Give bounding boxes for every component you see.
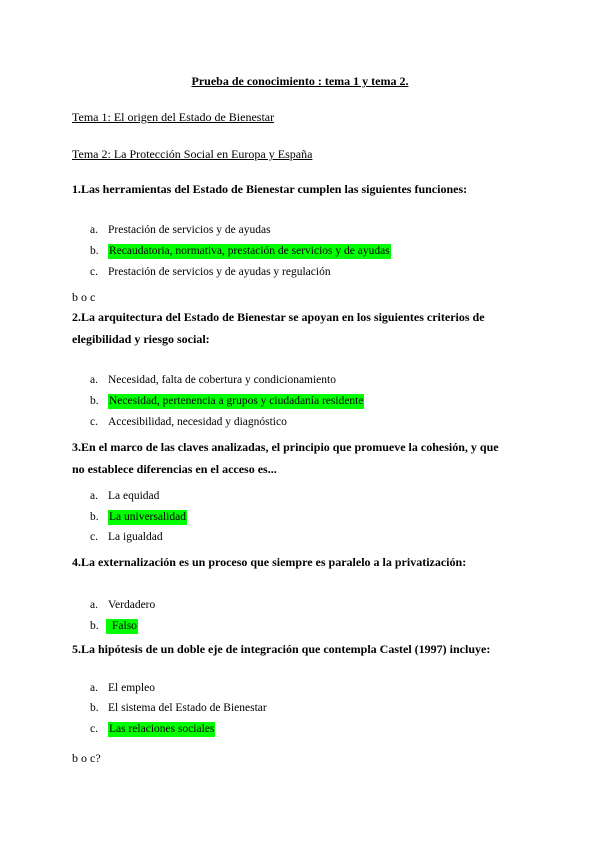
q4-option-b-marker: b. [90,620,99,632]
q3-option-c: La igualdad [108,531,163,543]
q1-option-b-marker: b. [90,245,99,257]
tema1-heading: Tema 1: El origen del Estado de Bienestar [72,110,275,124]
q5-note: b o c? [72,751,101,765]
q4-option-a: Verdadero [108,599,156,611]
q5-option-b: El sistema del Estado de Bienestar [108,702,267,714]
q1-option-a-marker: a. [90,224,98,236]
q2-option-c-marker: c. [90,416,98,428]
q4-option-a-marker: a. [90,599,98,611]
q3-option-b: La universalidad [109,511,186,523]
q3-option-c-marker: c. [90,531,98,543]
q1-note: b o c [72,290,96,304]
question-4: 4.La externalización es un proceso que siempre es paralelo a la privatización: [72,555,467,569]
q1-option-b: Recaudatoria, normativa, prestación de servicios y de ayudas [109,245,390,257]
q3-option-a-marker: a. [90,490,98,502]
q2-option-c: Accesibilidad, necesidad y diagnóstico [108,416,287,428]
q5-option-a: El empleo [108,682,155,694]
question-2: 2.La arquitectura del Estado de Bienestar se apoyan en los siguientes criterios de elegibilidad y riesgo social: [72,310,485,346]
question-5: 5.La hipótesis de un doble eje de integración que contempla Castel (1997) incluye: [72,642,491,656]
q2-option-a-marker: a. [90,374,98,386]
q5-option-a-marker: a. [90,682,98,694]
q3-option-a: La equidad [108,490,160,502]
question-1: 1.Las herramientas del Estado de Bienestar cumplen las siguientes funciones: [72,182,468,196]
q2-option-a: Necesidad, falta de cobertura y condicionamiento [108,374,336,386]
tema2-heading: Tema 2: La Protección Social en Europa y España [72,147,313,161]
page-title: Prueba de conocimiento : tema 1 y tema 2. [191,74,409,88]
q5-option-c: Las relaciones sociales [109,723,215,735]
q5-option-b-marker: b. [90,702,99,714]
q4-option-b: Falso [106,619,138,634]
q1-option-c-marker: c. [90,266,98,278]
q2-option-b-marker: b. [90,395,99,407]
q2-option-b: Necesidad, pertenencia a grupos y ciudadanía residente [109,395,364,407]
q1-option-a: Prestación de servicios y de ayudas [108,224,271,236]
question-3: 3.En el marco de las claves analizadas, el principio que promueve la cohesión, y que no establece diferencias en el acceso es... [72,440,499,476]
q1-option-c: Prestación de servicios y de ayudas y regulación [108,266,331,278]
q3-option-b-marker: b. [90,511,99,523]
q5-option-c-marker: c. [90,723,98,735]
